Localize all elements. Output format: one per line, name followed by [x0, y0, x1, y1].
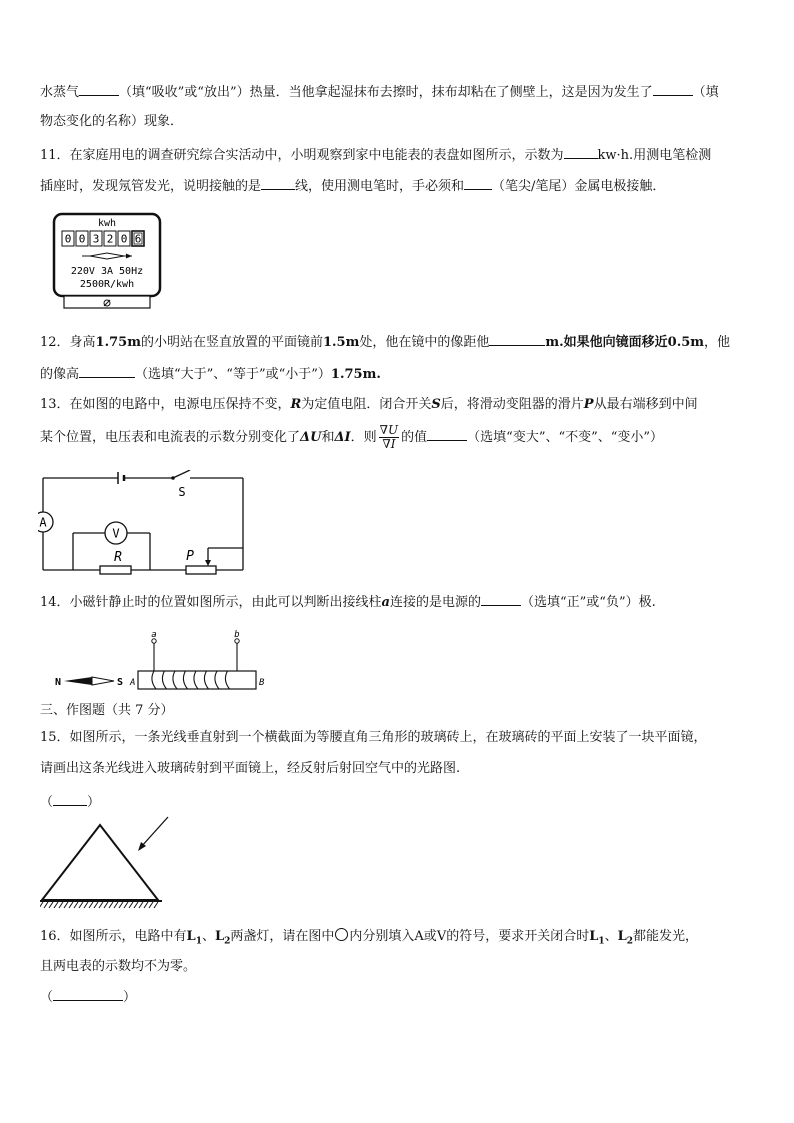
- q16-answer-blank[interactable]: [53, 988, 123, 1001]
- glass-prism: [42, 825, 158, 900]
- q13-symbol-s: S: [431, 397, 441, 412]
- solenoid-core: [138, 671, 256, 689]
- q16-l2-sub-2: 2: [626, 936, 634, 947]
- needle-s-label: S: [117, 677, 124, 688]
- q12-value-image: 1.75m.: [330, 367, 381, 382]
- meter-digit: 0: [78, 232, 86, 246]
- q16-answer-parens: [40, 988, 136, 1006]
- voltmeter-label: V: [112, 526, 120, 541]
- hatch-line: [74, 902, 78, 908]
- hatch-line: [59, 902, 63, 908]
- hatch-line: [99, 902, 103, 908]
- q16-text-d: 的符号，要求开关闭合时: [446, 929, 590, 944]
- section-three-title: 三、作图题（共 7 分）: [40, 703, 174, 718]
- q16-text-e: 都能发光，: [633, 929, 699, 944]
- q13-text-b: 为定值电阻．闭合开关: [301, 397, 432, 412]
- q10-blank-1: [79, 83, 119, 96]
- q13-symbol-p: P: [583, 397, 594, 412]
- q10-text-d: 物态变化的名称）现象．: [40, 114, 184, 129]
- hatch-line: [134, 902, 138, 908]
- q12-text-e: ，他: [704, 335, 731, 350]
- q16-line-1: [40, 928, 698, 950]
- hatch-line: [84, 902, 88, 908]
- q10-text-b: （填“吸收”或“放出”）热量．当他拿起湿抹布去擦时，抹布却粘在了侧壁上，这是因为发生了: [119, 85, 653, 100]
- q14-text-b: 连接的是电源的: [389, 595, 481, 610]
- q10-blank-2: [653, 83, 693, 96]
- mirror-hatching: [40, 902, 158, 908]
- terminal-a-label: a: [151, 630, 157, 640]
- q13-symbol-di: ΔI: [334, 430, 351, 445]
- q16-paren-open: （: [40, 990, 54, 1005]
- q13-line-1: [40, 397, 698, 413]
- hatch-line: [69, 902, 73, 908]
- q16-text-f: 且两电表的示数均不为零。: [40, 959, 197, 974]
- incident-ray: [141, 817, 168, 847]
- q13-frac-denominator: ∇I: [382, 437, 396, 451]
- meter-digit: 2: [106, 232, 114, 246]
- q16-paren-close: ）: [123, 990, 137, 1005]
- q15-paren-open: （: [40, 795, 54, 810]
- q13-symbol-du: ΔU: [300, 430, 322, 445]
- q15-answer-blank[interactable]: [53, 793, 87, 806]
- hatch-line: [49, 902, 53, 908]
- q11-text-a: 11．在家庭用电的调查研究综合实活动中，小明观察到家中电能表的表盘如图所示，示数为: [40, 148, 564, 163]
- q13-text-a: 13．在如图的电路中，电源电压保持不变，: [40, 397, 291, 412]
- meter-digit: 0: [64, 232, 72, 246]
- q16-l2-name-2: L: [617, 929, 627, 944]
- switch-label: S: [178, 485, 186, 499]
- section-three-heading: [40, 703, 174, 719]
- hatch-line: [129, 902, 133, 908]
- circuit-figure-q13: [38, 470, 250, 580]
- q11-text-b: kw·h.用测电笔检测: [597, 148, 712, 163]
- circle-symbol-icon: [335, 928, 348, 941]
- q14-terminal-a: a: [381, 595, 390, 610]
- q13-text-g: ．则: [350, 430, 377, 445]
- solenoid-figure-q14: [50, 630, 280, 696]
- switch-pivot: [171, 476, 175, 480]
- q11-blank-3: [464, 177, 492, 190]
- coil-end-a-label: A: [130, 678, 136, 688]
- q11-text-c: 插座时，发现氖管发光，说明接触的是: [40, 179, 262, 194]
- q12-line-1: [40, 333, 730, 351]
- q12-blank-1: [489, 333, 545, 346]
- hatch-line: [44, 902, 48, 908]
- resistor-label: R: [114, 550, 122, 565]
- q12-value-height: 1.75m: [95, 335, 141, 350]
- q14-blank: [481, 593, 521, 606]
- hatch-line: [64, 902, 68, 908]
- hatch-line: [109, 902, 113, 908]
- q16-text-a: 16．如图所示，电路中有: [40, 929, 187, 944]
- hatch-line: [144, 902, 148, 908]
- q16-sep-2: 、: [604, 929, 618, 944]
- q12-text-b: 的小明站在竖直放置的平面镜前: [140, 335, 323, 350]
- hatch-line: [149, 902, 153, 908]
- q13-fraction: [379, 424, 400, 451]
- hatch-line: [89, 902, 93, 908]
- q10-text-c: （填: [692, 85, 719, 100]
- q15-line-1: [40, 730, 707, 746]
- q14-text-c: （选填“正”或“负”）极.: [521, 595, 656, 610]
- hatch-line: [119, 902, 123, 908]
- hatch-line: [114, 902, 118, 908]
- q13-symbol-r: R: [290, 397, 302, 412]
- meter-digit: 0: [120, 232, 128, 246]
- q16-sep-1: 、: [201, 929, 215, 944]
- q12-blank-2: [79, 365, 135, 378]
- q11-blank-2: [261, 177, 295, 190]
- q16-l2-sub: 2: [224, 936, 231, 947]
- q13-text-c: 后，将滑动变阻器的滑片: [440, 397, 584, 412]
- q13-line-2: [40, 424, 663, 452]
- resistor-r: [100, 566, 131, 574]
- q16-l2-name: L: [214, 929, 225, 944]
- q13-text-h: 的值: [401, 430, 428, 445]
- electricity-meter-figure: [52, 212, 164, 312]
- q15-text-a: 15．如图所示，一条光线垂直射到一个横截面为等腰直角三角形的玻璃砖上，在玻璃砖的平面上安装了一块平面镜，: [40, 730, 707, 745]
- hatch-line: [154, 902, 158, 908]
- coil-end-b-label: B: [259, 678, 265, 688]
- prism-mirror-figure: [40, 815, 175, 915]
- q11-text-d: 线，使用测电笔时，手必须和: [295, 179, 465, 194]
- meter-digit: 6: [134, 232, 142, 246]
- q16-l1-name-2: L: [589, 929, 599, 944]
- hatch-line: [79, 902, 83, 908]
- ammeter-label: A: [39, 515, 47, 530]
- hatch-line: [40, 902, 43, 908]
- hatch-line: [124, 902, 128, 908]
- q16-l1-sub-2: 1: [598, 936, 605, 947]
- hatch-line: [94, 902, 98, 908]
- q11-line-2: [40, 177, 665, 195]
- q12-text-d: m.如果他向镜面移近: [545, 335, 668, 350]
- hatch-line: [139, 902, 143, 908]
- q12-text-f: 的像高: [40, 367, 80, 382]
- q15-paren-close: ）: [87, 795, 101, 810]
- q13-blank: [427, 428, 467, 441]
- slider-label: P: [186, 549, 194, 564]
- q11-blank-1: [564, 146, 598, 159]
- q12-text-a: 12．身高: [40, 335, 96, 350]
- q13-text-e: 某个位置，电压表和电流表的示数分别变化了: [40, 430, 301, 445]
- terminal-b-label: b: [234, 630, 240, 640]
- q13-frac-numerator: ∇U: [379, 423, 399, 437]
- q16-line-2: [40, 959, 196, 975]
- slider-arrowhead: [205, 560, 211, 566]
- q16-text-c: 内分别填入: [349, 929, 415, 944]
- meter-spec: 220V 3A 50Hz: [70, 266, 144, 277]
- q12-text-c: 处，他在镜中的像距他: [359, 335, 490, 350]
- hatch-line: [54, 902, 58, 908]
- q10-text-a: 水蒸气: [40, 85, 80, 100]
- needle-north-half: [64, 677, 92, 685]
- q16-v: V: [436, 929, 447, 944]
- q16-text-b: 两盏灯，请在图中: [230, 929, 335, 944]
- meter-unit: kwh: [97, 218, 117, 229]
- meter-digit: 3: [92, 232, 100, 246]
- q15-answer-parens: [40, 793, 100, 811]
- q15-text-b: 请画出这条光线进入玻璃砖射到平面镜上，经反射后射回空气中的光路图.: [40, 761, 461, 776]
- q12-text-g: （选填“大于”、“等于”或“小于”）: [135, 367, 331, 382]
- needle-n-label: N: [55, 677, 62, 688]
- q13-text-d: 从最右端移到中间: [593, 397, 698, 412]
- q12-value-distance: 1.5m: [322, 335, 360, 350]
- q11-text-e: （笔尖/笔尾）金属电极接触．: [492, 179, 666, 194]
- q14-line: [40, 593, 656, 611]
- q16-l1-sub: 1: [195, 936, 202, 947]
- q16-a: A: [414, 929, 424, 944]
- q12-value-move: 0.5m: [667, 335, 705, 350]
- q10-line-2: [40, 114, 183, 130]
- q13-text-i: （选填“变大”、“不变”、“变小”）: [467, 430, 664, 445]
- q11-line-1: [40, 146, 711, 164]
- q13-text-f: 和: [321, 430, 335, 445]
- needle-south-half: [92, 677, 114, 685]
- q10-line-1: [40, 83, 719, 101]
- q12-line-2: [40, 365, 381, 383]
- q16-l1-name: L: [186, 929, 196, 944]
- q16-or: 或: [423, 929, 437, 944]
- q14-text-a: 14．小磁针静止时的位置如图所示，由此可以判断出接线柱: [40, 595, 382, 610]
- rheostat: [186, 566, 216, 574]
- hatch-line: [104, 902, 108, 908]
- meter-rev: 2500R/kwh: [79, 279, 135, 290]
- q15-line-2: [40, 761, 460, 777]
